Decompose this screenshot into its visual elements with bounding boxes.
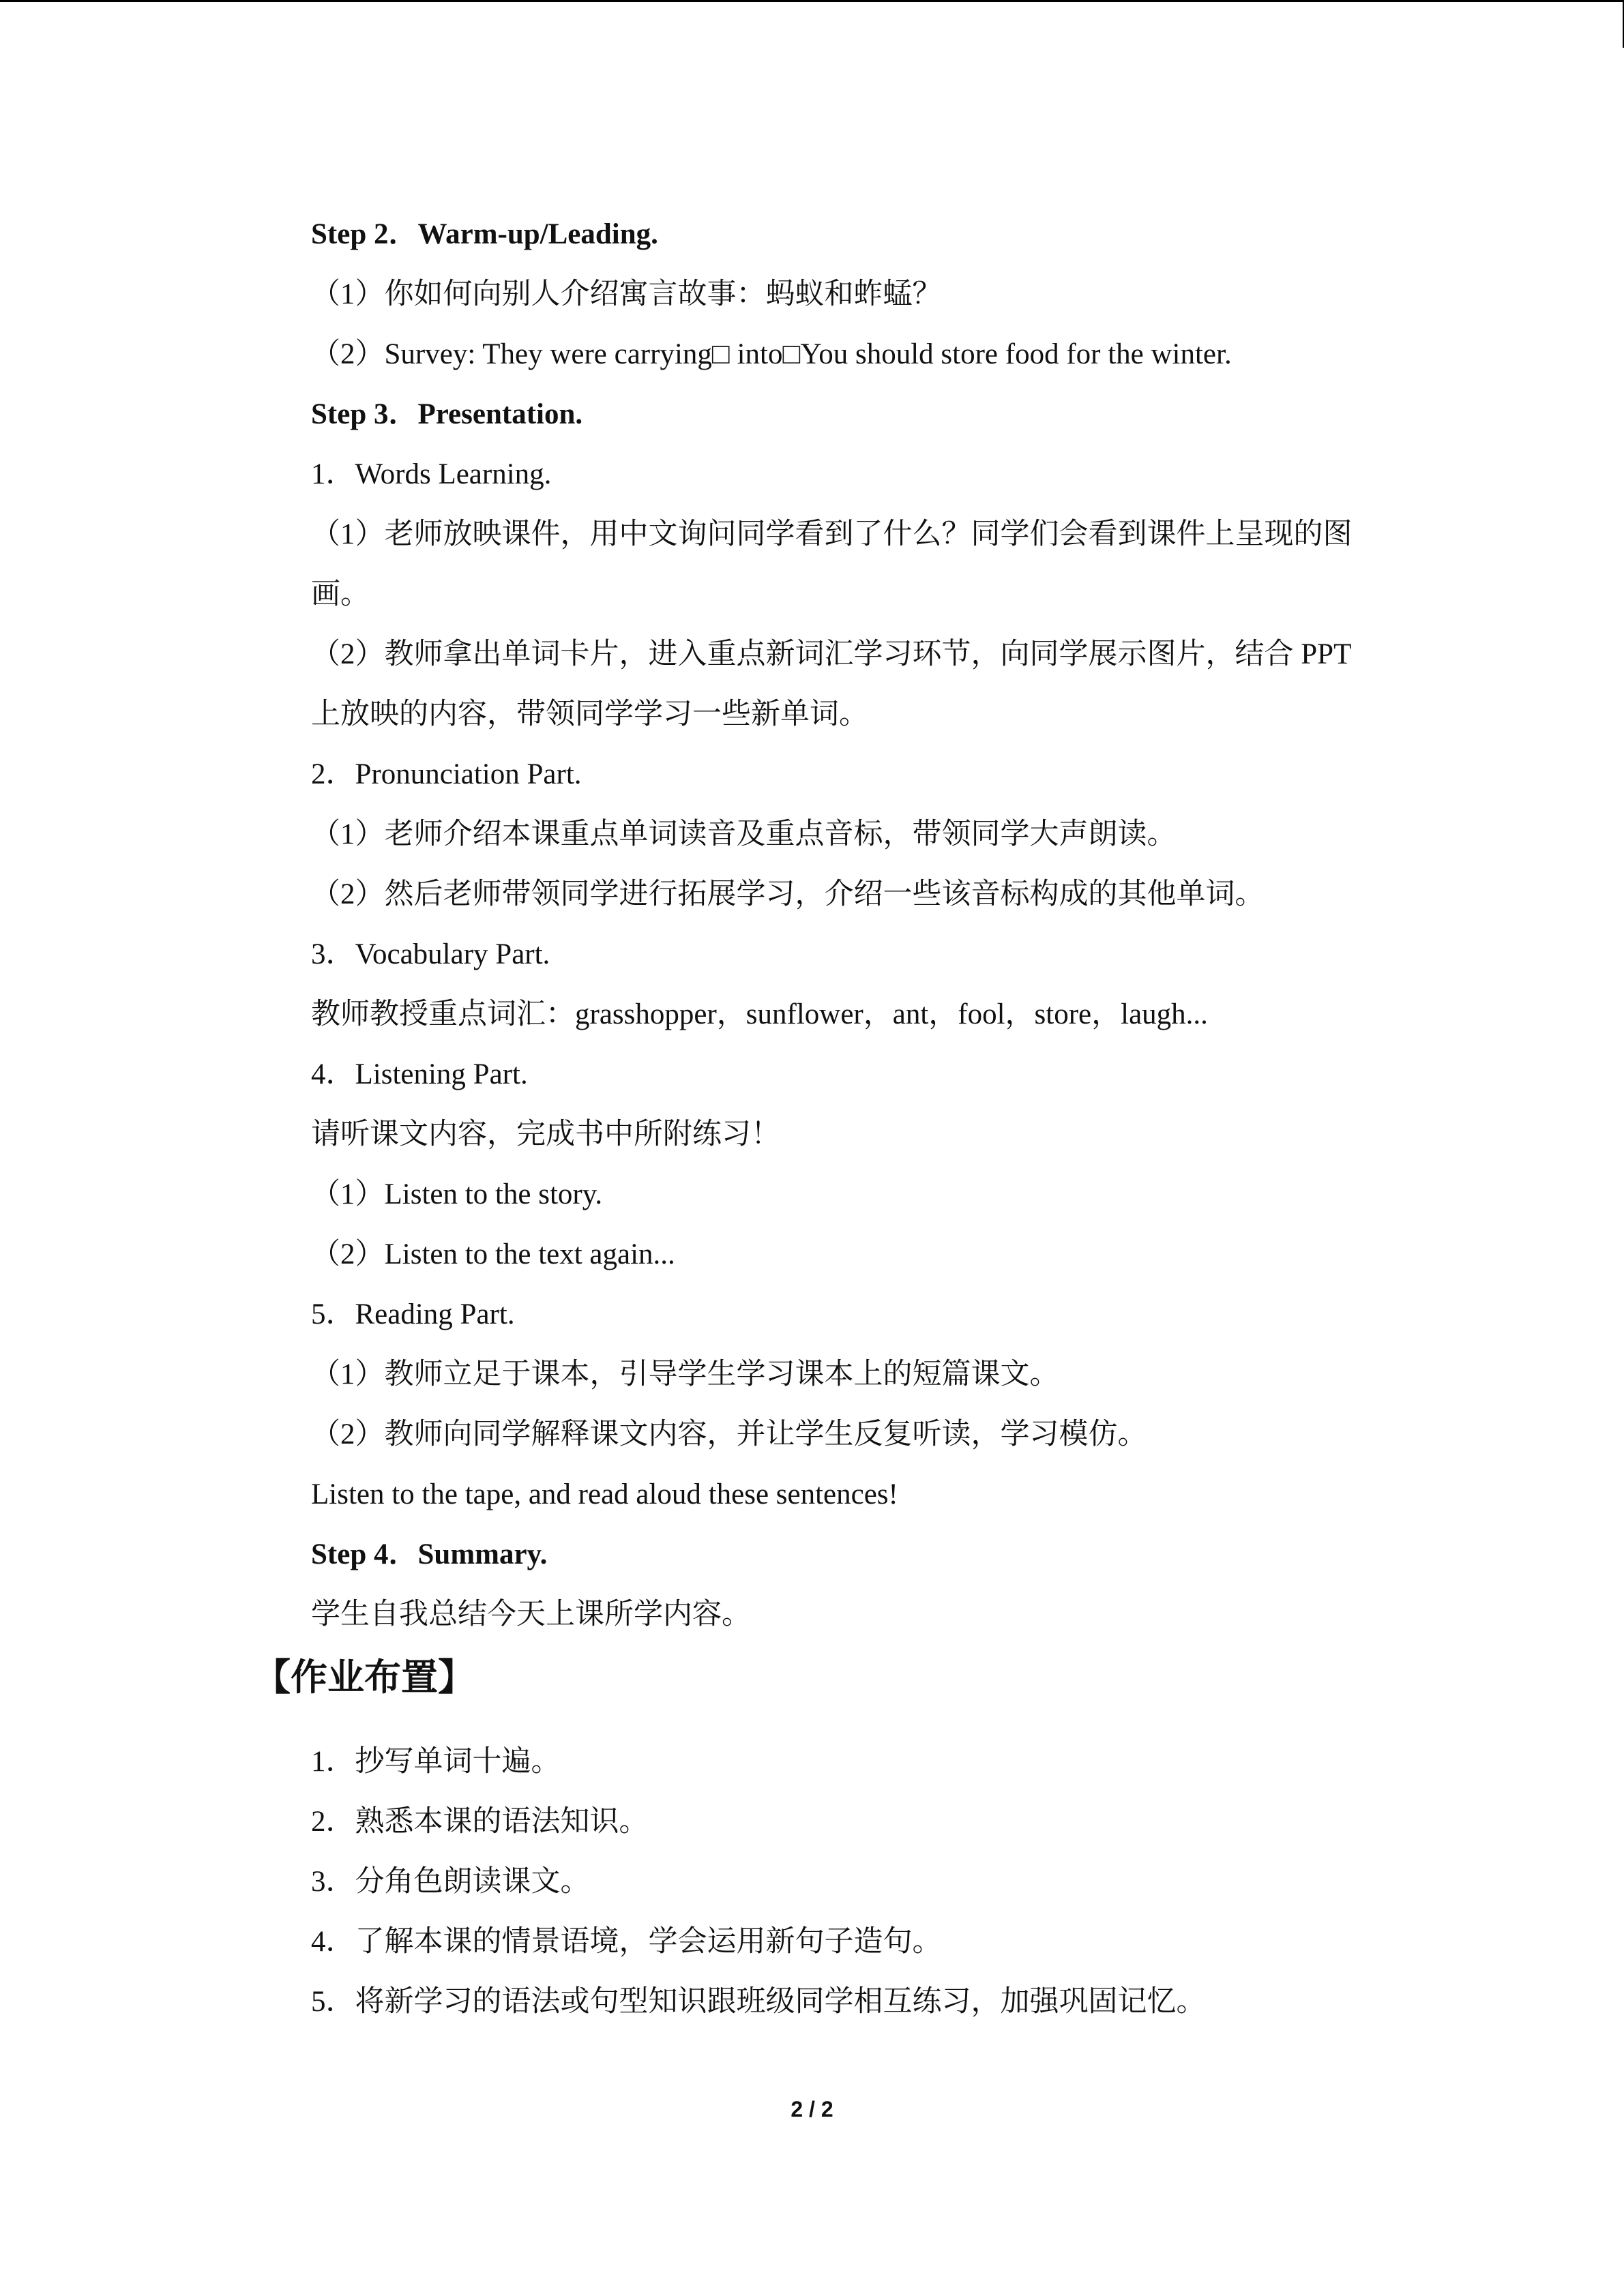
homework-item: 2．熟悉本课的语法知识。 [311, 1806, 649, 1838]
words-learning-p1: （1）老师放映课件，用中文询问同学看到了什么？同学们会看到课件上呈现的图画。 [311, 518, 1353, 610]
step4-p1: 学生自我总结今天上课所学内容。 [311, 1598, 751, 1630]
step4-heading: Step 4．Summary. [311, 1538, 548, 1570]
listening-p1: 请听课文内容，完成书中所附练习！ [311, 1118, 780, 1150]
lesson-body [311, 205, 1389, 1645]
reading-p3: Listen to the tape, and read aloud these sentences! [311, 1478, 898, 1510]
step2-item-2: （2）Survey: They were carrying□ into□You should store food for the winter. [311, 338, 1232, 370]
pronunciation-p2: （2）然后老师带领同学进行拓展学习，介绍一些该音标构成的其他单词。 [311, 878, 1265, 910]
homework-item: 5．将新学习的语法或句型知识跟班级同学相互练习，加强巩固记忆。 [311, 1986, 1206, 2018]
homework-item: 3．分角色朗读课文。 [311, 1866, 590, 1898]
step2-item-1: （1）你如何向别人介绍寓言故事：蚂蚁和蚱蜢？ [311, 278, 942, 310]
words-learning-p2: （2）教师拿出单词卡片，进入重点新词汇学习环节，向同学展示图片，结合 PPT 上放映的内容，带领同学学习一些新单词。 [311, 638, 1351, 730]
pronunciation-title: 2．Pronunciation Part. [311, 758, 582, 790]
reading-p2: （2）教师向同学解释课文内容，并让学生反复听读，学习模仿。 [311, 1418, 1147, 1450]
listening-p3: （2）Listen to the text again... [311, 1238, 675, 1270]
homework-item: 4．了解本课的情景语境，学会运用新句子造句。 [311, 1926, 942, 1958]
page-number: 2 / 2 [791, 2097, 833, 2121]
vocabulary-p1: 教师教授重点词汇：grasshopper，sunflower，ant，fool，store，laugh... [311, 998, 1208, 1030]
homework-title: 【作业布置】 [254, 1656, 475, 1699]
homework-list [311, 1732, 1389, 2032]
homework-item: 1．抄写单词十遍。 [311, 1746, 561, 1778]
listening-title: 4．Listening Part. [311, 1058, 528, 1090]
words-learning-title: 1．Words Learning. [311, 458, 552, 490]
reading-p1: （1）教师立足于课本，引导学生学习课本上的短篇课文。 [311, 1358, 1059, 1390]
vocabulary-title: 3．Vocabulary Part. [311, 938, 550, 970]
reading-title: 5．Reading Part. [311, 1298, 515, 1330]
listening-p2: （1）Listen to the story. [311, 1178, 603, 1210]
step3-heading: Step 3．Presentation. [311, 398, 583, 430]
top-border-rule [0, 0, 1624, 2]
pronunciation-p1: （1）老师介绍本课重点单词读音及重点音标，带领同学大声朗读。 [311, 818, 1177, 850]
step2-heading: Step 2．Warm-up/Leading. [311, 218, 658, 250]
